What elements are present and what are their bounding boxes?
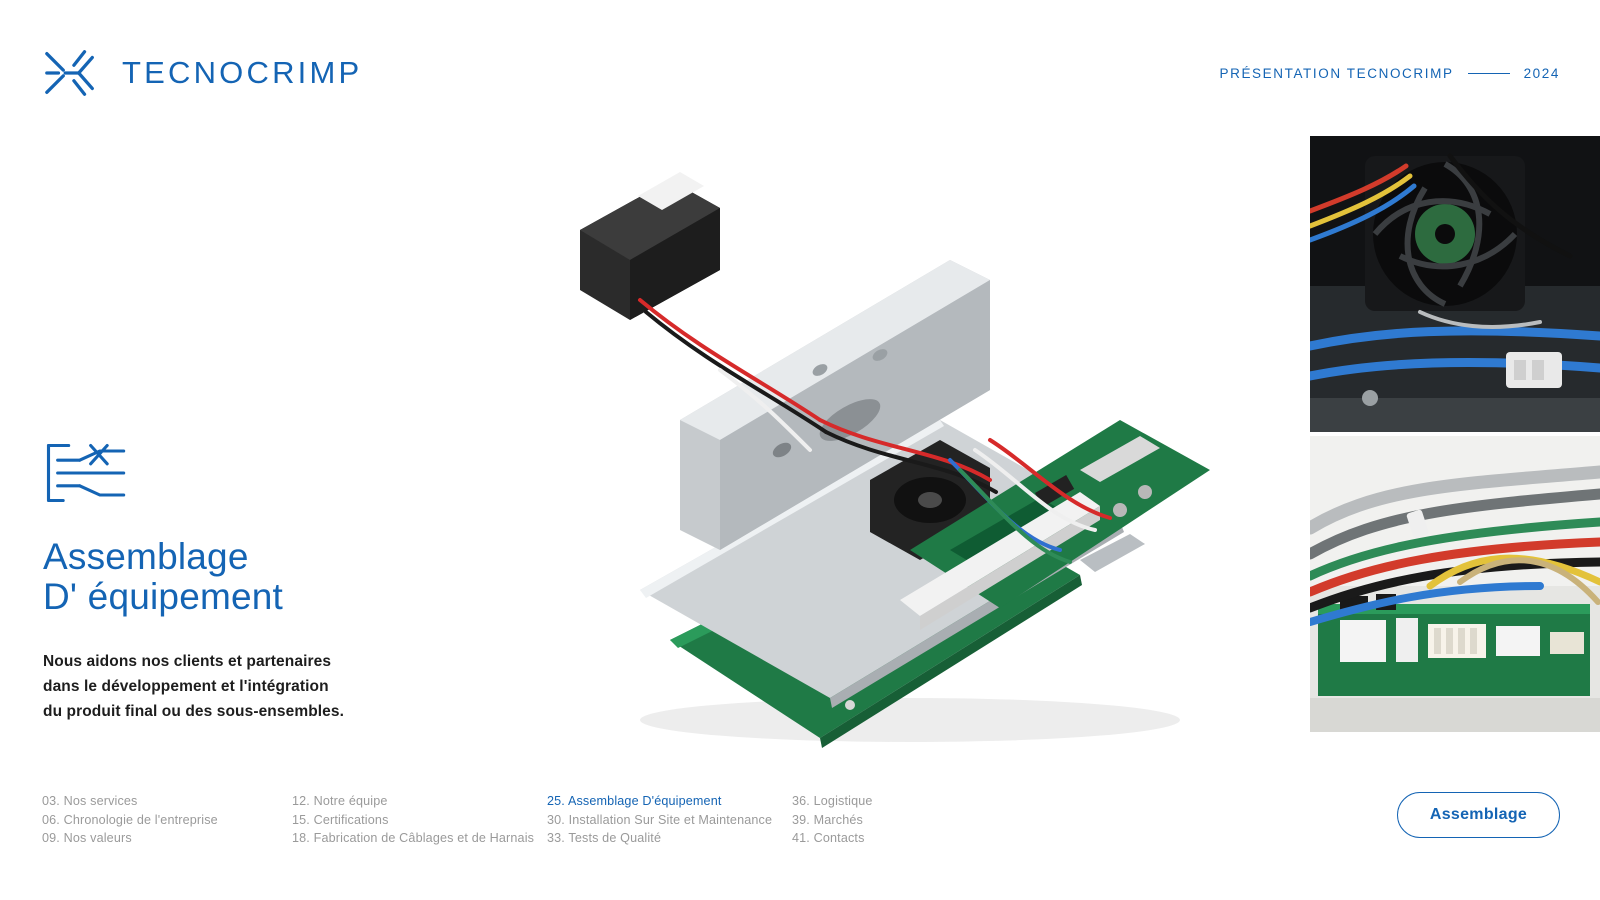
section-description-line-2: dans le développement et l'intégration	[43, 678, 329, 696]
toc-item[interactable]	[292, 829, 547, 848]
toc-item[interactable]	[42, 829, 292, 848]
toc-column-2	[292, 792, 547, 848]
page-title	[43, 537, 473, 617]
toc-item-num: 33.	[547, 831, 565, 846]
toc-item-num: 41.	[792, 831, 810, 846]
section-description	[43, 649, 473, 724]
hero-equipment-illustration	[520, 120, 1240, 750]
toc-item-num: 15.	[292, 812, 310, 827]
toc-column-3	[547, 792, 792, 848]
brand[interactable]	[42, 44, 362, 102]
header-meta	[1219, 66, 1560, 81]
tecnocrimp-logo-icon	[42, 44, 100, 102]
toc-item[interactable]	[792, 792, 1042, 811]
toc-item-label: Nos services	[63, 794, 138, 809]
toc-item-num: 03.	[42, 794, 60, 809]
section-description-line-3: du produit final ou des sous-ensembles.	[43, 703, 345, 721]
toc-item[interactable]	[792, 811, 1042, 830]
brand-name: TECNOCRIMP	[122, 55, 363, 90]
side-photo-harness	[1310, 436, 1600, 732]
presentation-year: 2024	[1523, 66, 1560, 81]
hero-equipment-photo	[520, 120, 1240, 750]
assemblage-pill-button[interactable]: Assemblage	[1397, 792, 1560, 838]
section-content	[43, 440, 473, 724]
toc-item-num: 30.	[547, 812, 565, 827]
toc-item[interactable]	[42, 811, 292, 830]
toc-item[interactable]	[292, 792, 547, 811]
toc-item[interactable]	[292, 811, 547, 830]
toc-item-label: Tests de Qualité	[568, 831, 662, 846]
toc-item-num: 06.	[42, 812, 60, 827]
toc-item[interactable]	[547, 811, 792, 830]
toc-item-num: 12.	[292, 794, 310, 809]
toc-item-label: Contacts	[813, 831, 865, 846]
toc-item[interactable]	[42, 792, 292, 811]
side-photo-fan	[1310, 136, 1600, 432]
page-title-line-2: D' équipement	[43, 575, 284, 617]
cable-harness-icon	[43, 440, 131, 506]
side-photo-column	[1310, 136, 1600, 732]
presentation-label: PRÉSENTATION TECNOCRIMP	[1219, 66, 1454, 81]
toc-item[interactable]	[792, 829, 1042, 848]
toc-item-num: 39.	[792, 812, 810, 827]
toc-item-label: Installation Sur Site et Maintenance	[568, 812, 773, 827]
toc-item-label: Nos valeurs	[63, 831, 132, 846]
toc-item-label: Fabrication de Câblages et de Harnais	[313, 831, 535, 846]
toc-item[interactable]	[547, 829, 792, 848]
toc-item-num: 25.	[547, 794, 565, 809]
toc-item-label: Certifications	[313, 812, 389, 827]
toc-item-label: Notre équipe	[313, 794, 388, 809]
fan-wiring-illustration	[1310, 136, 1600, 432]
toc-item-num: 18.	[292, 831, 310, 846]
toc-item-active[interactable]	[547, 792, 792, 811]
page-title-line-1: Assemblage	[43, 536, 249, 577]
toc-column-4	[792, 792, 1042, 848]
header-divider-rule	[1468, 73, 1510, 75]
toc-item-label: Assemblage D'équipement	[567, 794, 722, 809]
toc-item-label: Marchés	[813, 812, 863, 827]
toc-item-label: Logistique	[813, 794, 873, 809]
toc-column-1	[42, 792, 292, 848]
harness-board-illustration	[1310, 436, 1600, 732]
toc-item-num: 36.	[792, 794, 810, 809]
toc-item-label: Chronologie de l'entreprise	[63, 812, 218, 827]
table-of-contents	[42, 792, 1042, 848]
toc-item-num: 09.	[42, 831, 60, 846]
section-description-line-1: Nous aidons nos clients et partenaires	[43, 652, 332, 670]
